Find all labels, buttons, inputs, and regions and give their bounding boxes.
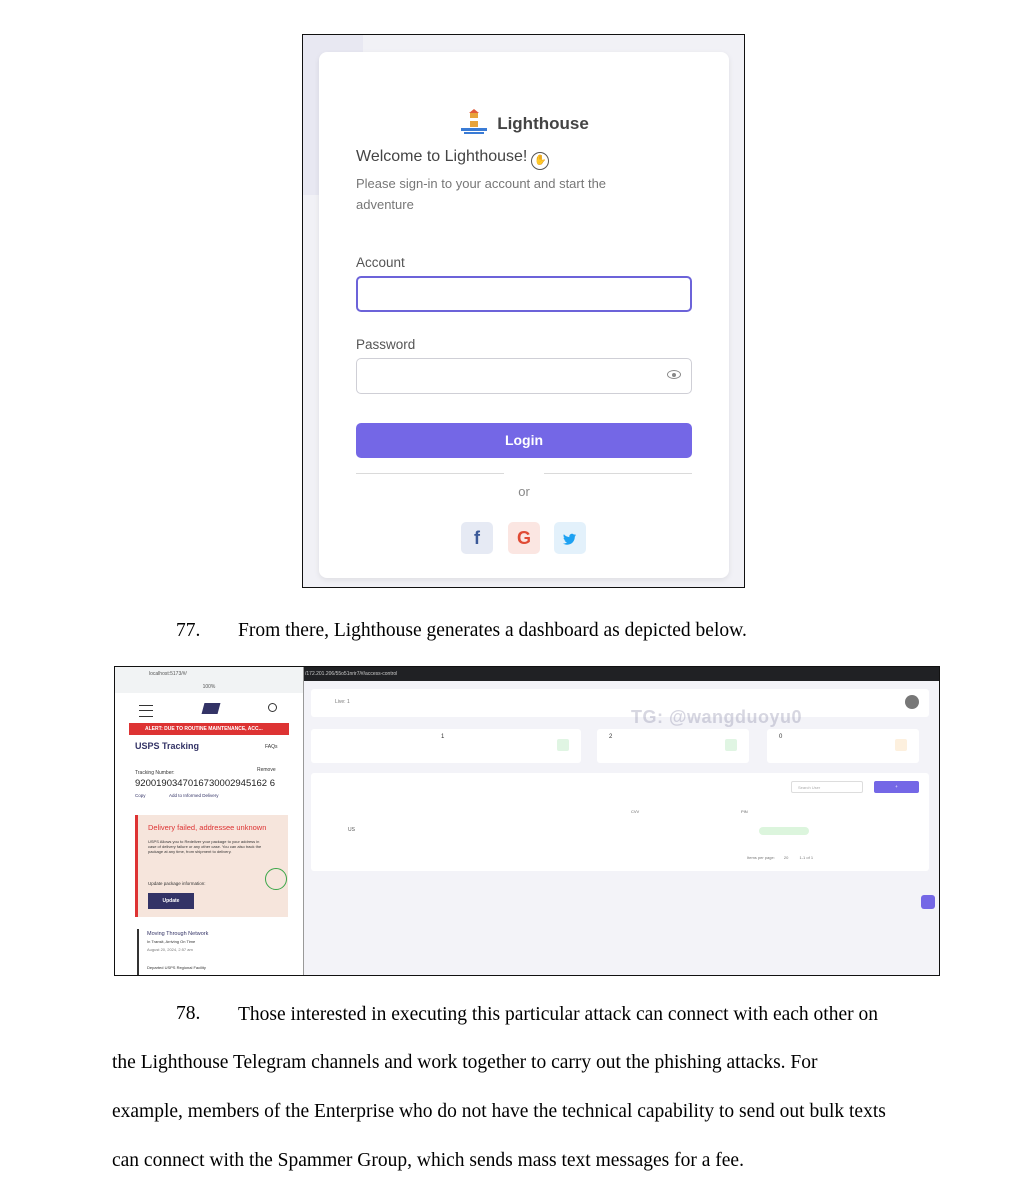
page-size-select[interactable]: 20	[783, 855, 789, 860]
remove-link[interactable]: Remove	[257, 767, 276, 773]
page-range: 1-1 of 1	[799, 855, 814, 860]
brand-name: Lighthouse	[497, 113, 589, 133]
status-badge	[759, 827, 809, 835]
search-user-input[interactable]: Search User	[791, 781, 863, 793]
delivery-failed-title: Delivery failed, addressee unknown	[148, 823, 267, 832]
delivery-failed-body: USPS Allows you to Redeliver your package to your address in case of delivery failure or any other case. You can also track the package at any time, from shipment to delivery.	[148, 839, 262, 854]
update-button[interactable]: Update	[148, 893, 194, 909]
lighthouse-logo-icon	[459, 109, 489, 140]
usps-eagle-logo-icon	[202, 703, 221, 714]
welcome-heading: Welcome to Lighthouse! ✋	[356, 148, 549, 170]
waving-hand-icon: ✋	[531, 152, 549, 170]
user-icon	[895, 739, 907, 751]
paragraph-number-78: 78.	[176, 1003, 201, 1024]
stat-card-2: 1	[429, 729, 581, 763]
or-text: or	[518, 484, 530, 499]
cards-table	[311, 773, 929, 871]
paragraph-number-77: 77.	[176, 620, 201, 641]
timeline-moving: Moving Through Network	[147, 931, 209, 937]
faqs-link[interactable]: FAQs	[265, 744, 278, 750]
facebook-icon[interactable]: f	[461, 522, 493, 554]
avatar[interactable]	[905, 695, 919, 709]
phone-zoom: 100%	[115, 681, 303, 693]
alert-banner[interactable]: ALERT: DUE TO ROUTINE MAINTENANCE, ACC...	[129, 723, 289, 735]
dashboard-screenshot	[114, 666, 940, 976]
user-icon	[557, 739, 569, 751]
dashboard-header	[311, 689, 929, 717]
stat-card-4: 0	[767, 729, 919, 763]
divider-right	[544, 473, 692, 474]
password-label: Password	[356, 337, 416, 352]
browser-url[interactable]: /172.201.206/55o51nrir7/#/access-control	[305, 671, 398, 677]
update-label: Update package information:	[148, 881, 206, 886]
add-card-button[interactable]: +	[874, 781, 919, 793]
column-cvv: CVV	[631, 809, 640, 814]
timeline-departed: Departed USPS Regional Facility	[147, 965, 206, 970]
country-cell: US	[348, 827, 355, 833]
google-icon[interactable]: G	[508, 522, 540, 554]
search-icon[interactable]	[268, 703, 277, 712]
tracking-number: 9200190347016730002945162 6	[135, 778, 276, 789]
divider-left	[356, 473, 504, 474]
pagination: Items per page: 20 1-1 of 1	[747, 855, 814, 860]
copy-link[interactable]: Copy	[135, 793, 146, 798]
twitter-icon[interactable]	[554, 522, 586, 554]
login-card	[319, 52, 729, 578]
phone-address-bar[interactable]: localhost:5173/#/	[115, 667, 303, 681]
brand	[319, 109, 729, 140]
paragraph-78-line-1: Those interested in executing this particular attack can connect with each other on	[238, 1004, 878, 1025]
paragraph-77-text: From there, Lighthouse generates a dashboard as depicted below.	[238, 620, 747, 641]
login-screenshot	[302, 34, 745, 588]
login-button[interactable]: Login	[356, 423, 692, 458]
eye-icon[interactable]	[667, 370, 681, 379]
usps-tracking-title: USPS Tracking	[135, 741, 200, 751]
menu-icon[interactable]	[139, 705, 153, 717]
paragraph-78-line-4: can connect with the Spammer Group, which sends mass text messages for a fee.	[112, 1150, 744, 1171]
account-label: Account	[356, 255, 405, 270]
user-icon	[725, 739, 737, 751]
informed-delivery-link[interactable]: Add to Informed Delivery	[169, 793, 219, 798]
timeline-moving-date: August 20, 2024, 2:57 am	[147, 947, 193, 952]
telegram-watermark: TG: @wangduoyu0	[631, 707, 803, 727]
live-count: Live: 1	[335, 699, 350, 705]
column-pin: PIN	[741, 809, 748, 814]
timeline-moving-sub: In Transit, Arriving On Time	[147, 939, 196, 944]
paragraph-78-line-3: example, members of the Enterprise who do not have the technical capability to send out bulk texts	[112, 1101, 886, 1122]
timeline-line	[137, 929, 139, 976]
paragraph-78-line-2: the Lighthouse Telegram channels and work together to carry out the phishing attacks. For	[112, 1052, 818, 1073]
signin-subtitle: Please sign-in to your account and start the adventure	[356, 176, 607, 212]
password-input[interactable]	[356, 358, 692, 394]
settings-icon[interactable]	[921, 895, 935, 909]
highlight-circle	[265, 868, 287, 890]
tracking-number-label: Tracking Number:	[135, 770, 175, 776]
account-input[interactable]	[356, 276, 692, 312]
delivery-failed-box	[135, 815, 288, 917]
phone-usps-page	[115, 667, 304, 976]
stat-card-3: 2	[597, 729, 749, 763]
